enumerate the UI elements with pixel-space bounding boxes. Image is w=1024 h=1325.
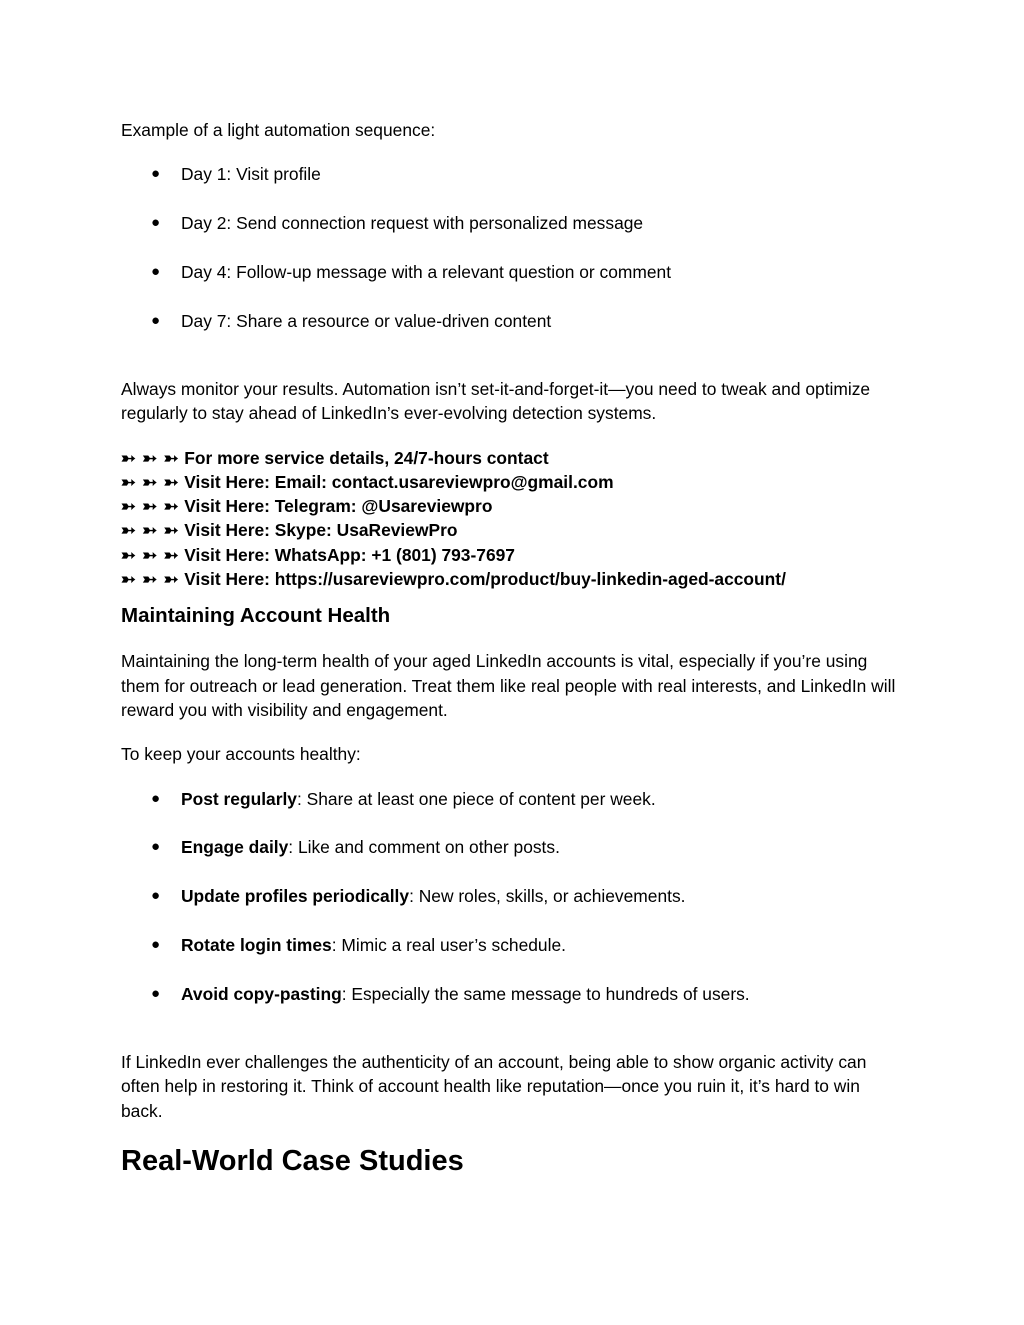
bullet-icon: ● bbox=[151, 262, 161, 280]
contact-line-whatsapp[interactable]: ➳ ➳ ➳ Visit Here: WhatsApp: +1 (801) 793-7697 bbox=[121, 544, 515, 565]
section-heading-case-studies: Real-World Case Studies bbox=[121, 1144, 464, 1177]
list-item: ● Day 1: Visit profile bbox=[121, 162, 901, 186]
bullet-icon: ● bbox=[151, 887, 161, 905]
list-item: ● Post regularly: Share at least one piece of content per week. bbox=[121, 787, 901, 811]
bullet-icon: ● bbox=[151, 935, 161, 953]
keep-intro: To keep your accounts healthy: bbox=[121, 744, 361, 765]
contact-line-telegram[interactable]: ➳ ➳ ➳ Visit Here: Telegram: @Usareviewpro bbox=[121, 496, 493, 517]
bullet-icon: ● bbox=[151, 789, 161, 807]
list-item: ● Engage daily: Like and comment on other posts. bbox=[121, 835, 901, 859]
contact-line-website[interactable]: ➳ ➳ ➳ Visit Here: https://usareviewpro.com/product/buy-linkedin-aged-account/ bbox=[121, 569, 786, 590]
bullet-icon: ● bbox=[151, 984, 161, 1002]
tips-list bbox=[121, 787, 901, 1006]
section-heading-health: Maintaining Account Health bbox=[121, 604, 391, 628]
list-item: ● Avoid copy-pasting: Especially the same message to hundreds of users. bbox=[121, 982, 901, 1006]
contact-line-email[interactable]: ➳ ➳ ➳ Visit Here: Email: contact.usareviewpro@gmail.com bbox=[121, 471, 614, 492]
sequence-list bbox=[121, 162, 901, 333]
contact-line-skype[interactable]: ➳ ➳ ➳ Visit Here: Skype: UsaReviewPro bbox=[121, 520, 458, 541]
list-item: ● Day 4: Follow-up message with a relevant question or comment bbox=[121, 260, 901, 284]
monitor-paragraph: Always monitor your results. Automation isn’t set-it-and-forget-it—you need to tweak and optimize regularly to stay ahead of LinkedIn’s ever-evolving detection systems. bbox=[121, 378, 871, 424]
bullet-icon: ● bbox=[151, 214, 161, 232]
arrow-icons: ➳ ➳ ➳ bbox=[121, 447, 180, 468]
document-page bbox=[121, 118, 901, 1179]
list-item: ● Day 2: Send connection request with personalized message bbox=[121, 211, 901, 235]
arrow-icons: ➳ ➳ ➳ bbox=[121, 544, 180, 565]
arrow-icons: ➳ ➳ ➳ bbox=[121, 520, 180, 541]
arrow-icons: ➳ ➳ ➳ bbox=[121, 569, 180, 590]
sequence-intro: Example of a light automation sequence: bbox=[121, 120, 436, 140]
arrow-icons: ➳ ➳ ➳ bbox=[121, 471, 180, 492]
contact-block bbox=[121, 446, 901, 592]
bullet-icon: ● bbox=[151, 838, 161, 856]
list-item: ● Day 7: Share a resource or value-driven content bbox=[121, 309, 901, 333]
bullet-icon: ● bbox=[151, 165, 161, 183]
arrow-icons: ➳ ➳ ➳ bbox=[121, 496, 180, 517]
challenge-paragraph: If LinkedIn ever challenges the authenticity of an account, being able to show organic activity can often help in restoring it. Think of account health like reputation—once you ruin it, it’s hard to win back. bbox=[121, 1052, 867, 1121]
contact-line: ➳ ➳ ➳ For more service details, 24/7-hours contact bbox=[121, 447, 549, 468]
list-item: ● Update profiles periodically: New roles, skills, or achievements. bbox=[121, 884, 901, 908]
health-paragraph: Maintaining the long-term health of your aged LinkedIn accounts is vital, especially if you’re using them for outreach or lead generation. Treat them like real people with real interests, and LinkedIn will reward you with visibility and engagement. bbox=[121, 651, 896, 720]
bullet-icon: ● bbox=[151, 311, 161, 329]
list-item: ● Rotate login times: Mimic a real user’s schedule. bbox=[121, 933, 901, 957]
